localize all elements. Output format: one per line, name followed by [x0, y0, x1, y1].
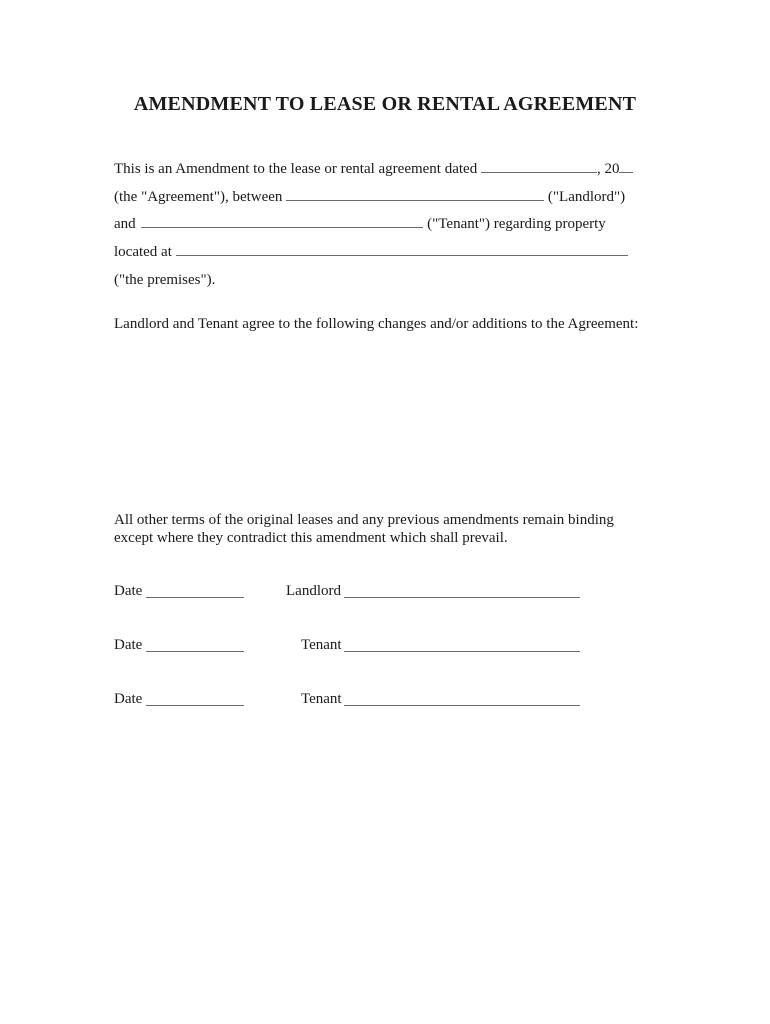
intro-line-location [114, 243, 628, 261]
intro-and-text: and [114, 216, 136, 232]
intro-line-landlord [114, 188, 625, 206]
agreement-year-field[interactable] [619, 160, 633, 173]
intro-line-tenant [114, 215, 606, 233]
signature-date-field[interactable] [146, 597, 244, 598]
signature-date-label: Date [114, 583, 143, 599]
landlord-signature-field[interactable] [344, 597, 580, 598]
intro-date-text: This is an Amendment to the lease or rental agreement dated [114, 161, 478, 177]
intro-year-prefix: , 20 [596, 161, 620, 177]
signature-party-label: Landlord [286, 583, 341, 599]
changes-intro-text: Landlord and Tenant agree to the following changes and/or additions to the Agreement: [114, 316, 639, 332]
signature-date-field[interactable] [146, 651, 244, 652]
signature-date-label: Date [114, 691, 143, 707]
landlord-name-field[interactable] [286, 188, 544, 201]
signature-party-label: Tenant [301, 691, 342, 707]
signature-date-field[interactable] [146, 705, 244, 706]
signature-party-label: Tenant [301, 637, 342, 653]
tenant-role-text: ("Tenant") regarding property [427, 216, 606, 232]
tenant-name-field[interactable] [141, 215, 423, 228]
closing-text-line1: All other terms of the original leases and any previous amendments remain binding [114, 512, 614, 528]
landlord-role-text: ("Landlord") [547, 189, 626, 205]
closing-text-line2: except where they contradict this amendment which shall prevail. [114, 530, 508, 546]
intro-between-text: (the "Agreement"), between [114, 189, 283, 205]
signature-date-label: Date [114, 637, 143, 653]
document-title: AMENDMENT TO LEASE OR RENTAL AGREEMENT [133, 93, 637, 115]
intro-line-date [114, 160, 633, 178]
agreement-date-field[interactable] [481, 160, 597, 173]
tenant-signature-field[interactable] [344, 651, 580, 652]
property-address-field[interactable] [176, 243, 628, 256]
tenant-signature-field[interactable] [344, 705, 580, 706]
intro-located-text: located at [114, 244, 172, 260]
intro-premises-text: ("the premises"). [114, 272, 216, 288]
